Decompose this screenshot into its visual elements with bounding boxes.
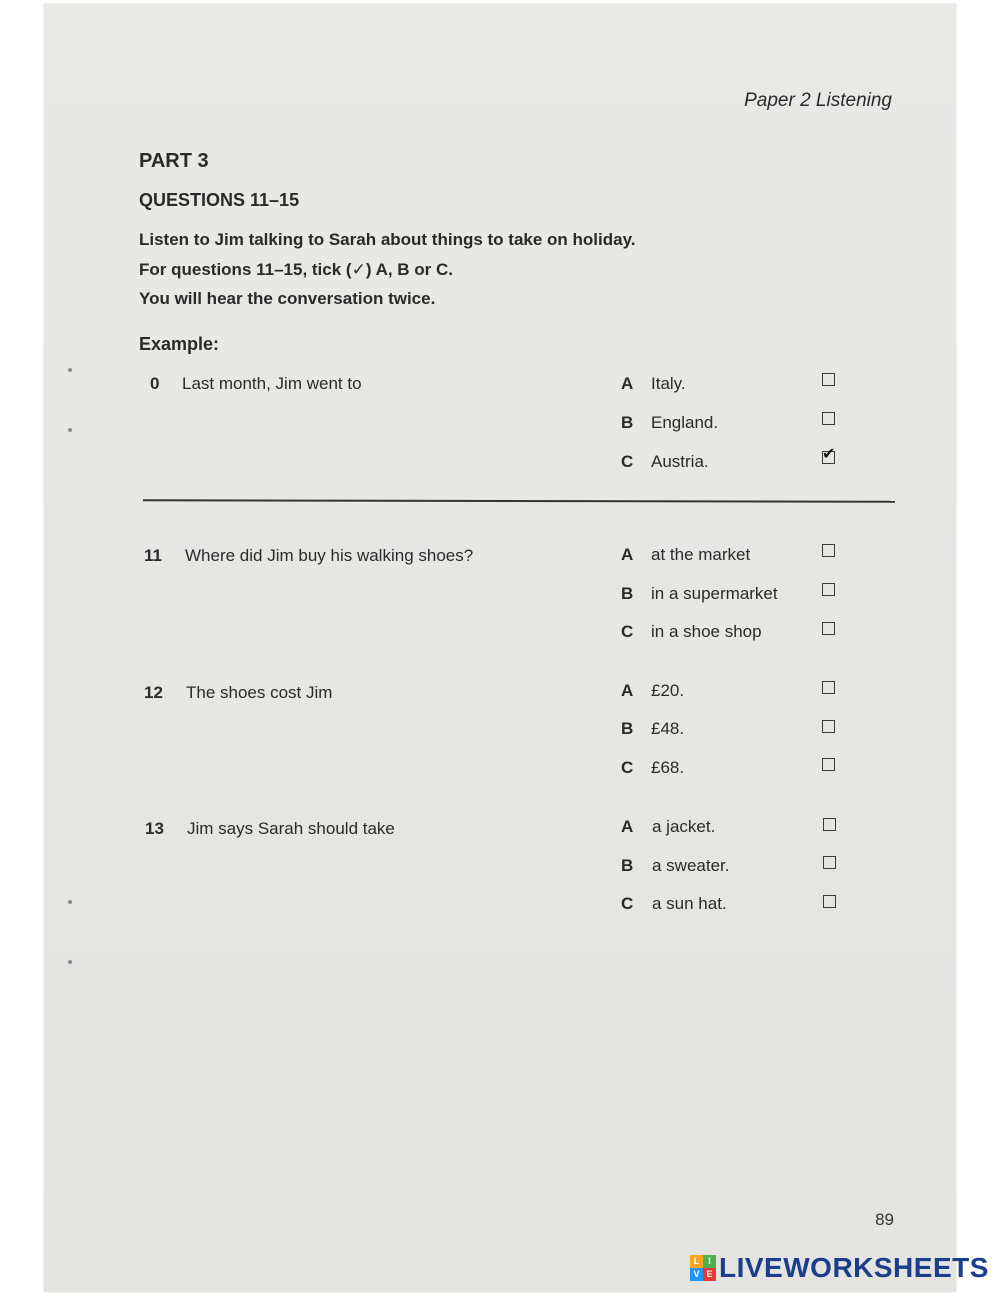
page-number: 89	[875, 1210, 894, 1229]
answer-checkbox[interactable]	[822, 758, 835, 771]
instruction-line-3: You will hear the conversation twice.	[139, 289, 436, 308]
worksheet-page	[44, 4, 956, 1292]
option-text: a sun hat.	[652, 894, 727, 913]
option-text: England.	[651, 413, 719, 432]
option-text: Italy.	[651, 374, 686, 393]
answer-checkbox[interactable]	[822, 373, 835, 386]
option-letter: B	[621, 856, 634, 875]
answer-checkbox[interactable]	[822, 412, 835, 425]
option-letter: C	[621, 452, 634, 471]
punch-hole-mark	[68, 368, 72, 372]
option-letter: B	[621, 413, 634, 432]
option-text: Austria.	[651, 452, 709, 471]
punch-hole-mark	[68, 900, 72, 904]
question-text: Jim says Sarah should take	[187, 819, 395, 838]
questions-title: QUESTIONS 11–15	[139, 190, 300, 210]
paper-label: Paper 2 Listening	[744, 90, 892, 111]
answer-checkbox[interactable]	[822, 583, 835, 596]
answer-checkbox[interactable]	[822, 720, 835, 733]
answer-checkbox-checked[interactable]	[822, 446, 836, 464]
option-letter: B	[621, 719, 634, 738]
punch-hole-mark	[68, 428, 72, 432]
divider-line	[143, 499, 895, 502]
option-text: in a supermarket	[651, 584, 778, 603]
answer-checkbox[interactable]	[822, 544, 835, 557]
instruction-line-2: For questions 11–15, tick (✓) A, B or C.	[139, 260, 454, 279]
option-letter: C	[621, 622, 634, 641]
question-number: 11	[144, 546, 162, 565]
answer-checkbox[interactable]	[822, 681, 835, 694]
question-number: 12	[144, 683, 163, 702]
answer-checkbox[interactable]	[822, 622, 835, 635]
question-text: The shoes cost Jim	[186, 683, 333, 702]
option-text: £20.	[651, 681, 685, 700]
question-number: 13	[145, 819, 164, 838]
option-letter: A	[621, 817, 634, 836]
option-letter: A	[621, 374, 634, 393]
liveworksheets-logo	[690, 1252, 989, 1284]
option-text: £68.	[651, 758, 685, 777]
answer-checkbox[interactable]	[823, 895, 836, 908]
punch-hole-mark	[68, 960, 72, 964]
answer-checkbox[interactable]	[823, 856, 836, 869]
option-text: a sweater.	[652, 856, 730, 875]
tick-icon: ✔	[822, 446, 836, 463]
option-text: at the market	[651, 545, 751, 564]
example-label: Example:	[139, 334, 220, 354]
part-title: PART 3	[139, 150, 209, 172]
option-text: a jacket.	[652, 817, 716, 836]
answer-checkbox[interactable]	[823, 818, 836, 831]
option-letter: C	[621, 758, 634, 777]
option-letter: A	[621, 681, 634, 700]
option-text: in a shoe shop	[651, 622, 762, 641]
question-text: Last month, Jim went to	[182, 374, 362, 393]
option-letter: B	[621, 584, 634, 603]
liveworksheets-icon: L I V E	[690, 1255, 716, 1281]
option-letter: A	[621, 545, 634, 564]
question-number: 0	[150, 374, 160, 393]
option-letter: C	[621, 894, 634, 913]
option-text: £48.	[651, 719, 685, 738]
instruction-line-1: Listen to Jim talking to Sarah about things to take on holiday.	[139, 230, 636, 249]
question-text: Where did Jim buy his walking shoes?	[185, 546, 474, 565]
liveworksheets-text: LIVEWORKSHEETS	[719, 1252, 989, 1283]
